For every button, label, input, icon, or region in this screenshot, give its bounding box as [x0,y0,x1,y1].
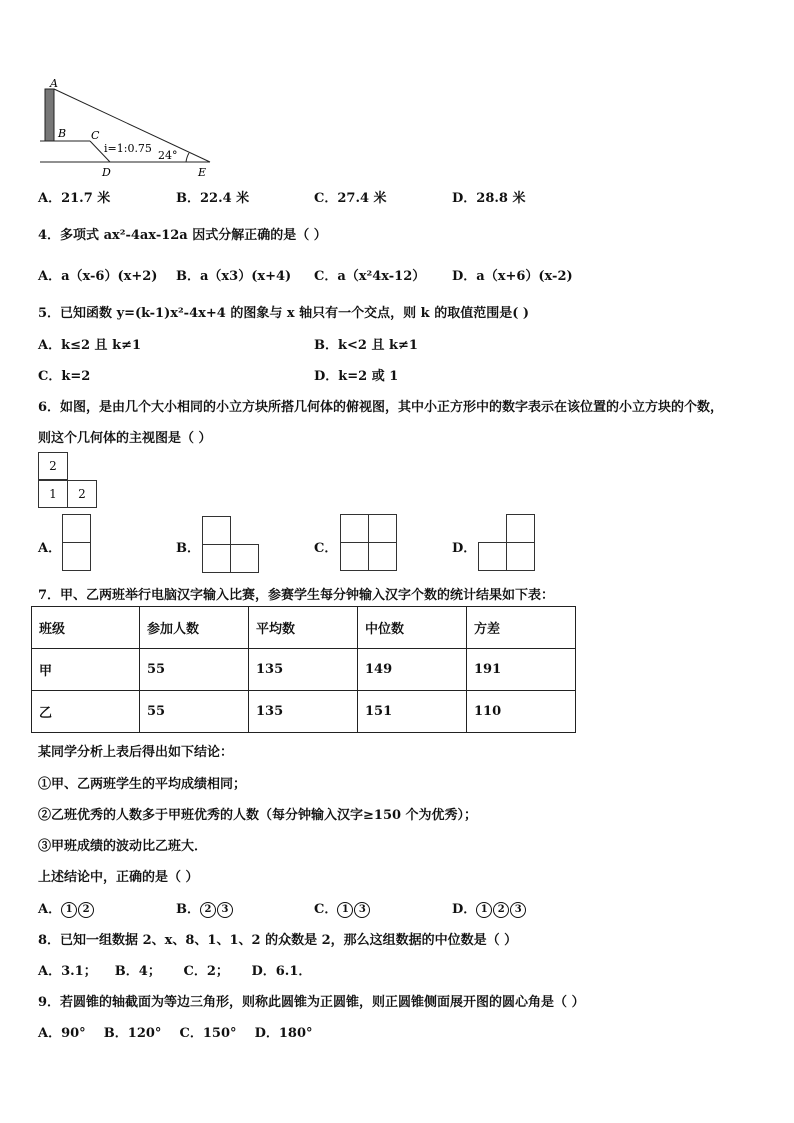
q4-stem: 4．多项式 ax²-4ax-12a 因式分解正确的是（ ） [38,228,327,243]
table-cell: 110 [467,691,576,733]
q6-d-square-top [506,514,535,543]
angle-label: 24° [158,149,178,162]
q8-options: A．3.1； B．4； C．2； D．6.1． [38,964,312,979]
option-letter: C． [314,902,338,917]
circled-number: 3 [354,902,370,918]
circled-number: 1 [476,902,492,918]
table-header-cell: 中位数 [358,607,467,649]
label-b: B [58,127,67,140]
q6-c-square-1 [340,514,369,543]
pole [45,89,54,141]
q7-option-a [38,898,95,918]
q6-stem-line2: 则这个几何体的主视图是（ ） [38,431,212,446]
label-e: E [198,166,207,179]
table-cell: 135 [249,649,358,691]
q7-question: 上述结论中，正确的是（ ） [38,870,199,885]
q5-option-d: D．k=2 或 1 [314,369,399,384]
q7-conclusion-1: ①甲、乙两班学生的平均成绩相同； [38,777,247,792]
stats-table [31,606,576,733]
q7-option-c [314,898,371,918]
q9-stem: 9．若圆锥的轴截面为等边三角形，则称此圆锥为正圆锥，则正圆锥侧面展开图的圆心角是（ ） [38,995,585,1010]
circled-number: 1 [337,902,353,918]
q6-option-c-label: C． [314,541,338,556]
table-header-row [32,607,576,649]
table-row [32,691,576,733]
circled-number: 1 [61,902,77,918]
q7-option-b [176,898,234,918]
circled-number: 2 [493,902,509,918]
circled-number: 3 [217,902,233,918]
label-d: D [102,166,111,179]
q7-option-d [452,898,527,918]
q7-conclusion-3: ③甲班成绩的波动比乙班大． [38,839,208,854]
slope-figure [0,0,240,185]
q5-option-b: B．k<2 且 k≠1 [314,338,418,353]
q7-stem: 7．甲、乙两班举行电脑汉字输入比赛，参赛学生每分钟输入汉字个数的统计结果如下表： [38,588,555,603]
q6-a-square-top [62,514,91,543]
circled-number: 2 [200,902,216,918]
label-a: A [50,77,58,90]
q9-options: A．90° B．120° C．150° D．180° [38,1026,313,1041]
table-header-cell: 方差 [467,607,576,649]
q3-option-a: A．21.7 米 [38,191,111,206]
top-view-cell-1: 2 [38,452,68,480]
q6-d-square-bottom-right [506,542,535,571]
table-header-cell: 参加人数 [140,607,249,649]
angle-arc [186,153,189,162]
q6-b-square-bottom-right [230,544,259,573]
top-view-cell-2: 1 [38,480,68,508]
q8-stem: 8．已知一组数据 2、x、8、1、1、2 的众数是 2，那么这组数据的中位数是（ ） [38,933,518,948]
q4-option-b: B．a（x3）(x+4) [176,269,292,284]
table-cell: 149 [358,649,467,691]
q6-option-d-label: D． [452,541,477,556]
circled-number: 2 [78,902,94,918]
q7-analysis: 某同学分析上表后得出如下结论： [38,745,234,760]
q6-c-square-2 [368,514,397,543]
q3-option-c: C．27.4 米 [314,191,387,206]
option-letter: B． [176,902,200,917]
table-cell: 55 [140,691,249,733]
circled-number: 3 [510,902,526,918]
q6-c-square-3 [340,542,369,571]
table-cell: 乙 [32,691,140,733]
option-letter: A． [38,902,62,917]
slope-ratio-label: i=1:0.75 [104,142,152,155]
q3-option-d: D．28.8 米 [452,191,526,206]
q6-b-square-bottom-left [202,544,231,573]
top-view-cell-3: 2 [67,480,97,508]
q6-a-square-bottom [62,542,91,571]
q4-option-a: A．a（x-6）(x+2) [38,269,158,284]
table-cell: 191 [467,649,576,691]
q7-conclusion-2: ②乙班优秀的人数多于甲班优秀的人数（每分钟输入汉字≥150 个为优秀）； [38,808,478,823]
q6-option-b-label: B． [176,541,200,556]
table-cell: 135 [249,691,358,733]
q6-b-square-top [202,516,231,545]
q4-option-c: C．a（x²4x-12） [314,269,426,284]
q6-stem-line1: 6．如图，是由几个大小相同的小立方块所搭几何体的俯视图，其中小正方形中的数字表示在该位置的小立方块的个数， [38,400,724,415]
option-letter: D． [452,902,477,917]
q6-c-square-4 [368,542,397,571]
q5-option-a: A．k≤2 且 k≠1 [38,338,142,353]
q4-option-d: D．a（x+6）(x-2) [452,269,573,284]
label-c: C [91,129,100,142]
q6-d-square-bottom-left [478,542,507,571]
table-header-cell: 平均数 [249,607,358,649]
q5-stem: 5．已知函数 y=(k-1)x²-4x+4 的图象与 x 轴只有一个交点，则 k 的取值范围是( ) [38,306,530,321]
q3-option-b: B．22.4 米 [176,191,250,206]
table-header-cell: 班级 [32,607,140,649]
table-cell: 55 [140,649,249,691]
q6-option-a-label: A． [38,541,62,556]
table-cell: 151 [358,691,467,733]
table-cell: 甲 [32,649,140,691]
q5-option-c: C．k=2 [38,369,91,384]
table-row [32,649,576,691]
